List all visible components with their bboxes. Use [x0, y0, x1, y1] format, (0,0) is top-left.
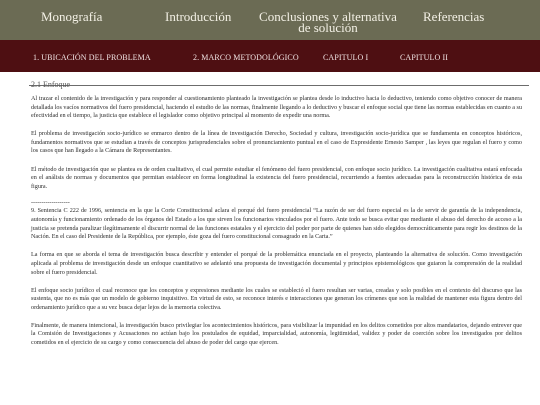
paragraph-metodo-cualitativo-text: El método de investigación que se plantea es de orden cualitativo, el cual permite estudiar el fenómeno del fuero presidencial, con enfoque socio jurídico. La investigación cualitativa estará enfocada en el análisis de normas y documentos que permitan establecer en forma longitudinal la existencia del fuero presidencial, recurriendo a fuentes adecuadas para la reconstrucción histórica de esta figura.: [31, 166, 522, 190]
nav-link-introduccion[interactable]: Introducción: [165, 9, 232, 24]
subnav-link-ubicacion-problema[interactable]: 1. UBICACIÓN DEL PROBLEMA: [33, 53, 151, 62]
paragraph-enfoque-socio-juridico: El enfoque socio jurídico el cual reconoce que los conceptos y expresiones mediante los cuales se estableció el fuero resultan ser varias, creadas y solo posibles en el contexto del discurso que las sustenta, que no es más que un modelo de gobierno inquisitivo. En virtud de esto, se reconoce interés e interacciones que generan los crímenes que son la realidad de mantener esta figura dentro del ordenamiento jurídico que a su vez busca dejar lejos de la memoria colectiva.: [31, 287, 522, 311]
subnav-link-capitulo-i[interactable]: CAPITULO I: [323, 53, 369, 62]
article-content: [31, 95, 522, 357]
top-navigation-bar: [0, 0, 540, 40]
footnote-separator: -------------------: [31, 199, 70, 206]
nav-link-referencias[interactable]: Referencias: [423, 9, 485, 24]
paragraph-problema-socio-juridico: El problema de investigación socio-jurídico se enmarco dentro de la línea de investigación Derecho, Sociedad y cultura, investigación socio-jurídica que se fundamenta en conceptos históricos, fundamentos normativos que se estudian a través de conceptos jurisprudenciales sobre el pronunciamiento puntual en el caso de Expresidente Ernesto Samper , las leyes que regulan el fuero y como los casos que han llegado a la Cámara de Representantes.: [31, 131, 522, 155]
paragraph-metodo-cualitativo: [31, 166, 522, 192]
chapter-navigation-bar: [0, 40, 540, 72]
nav-link-conclusiones[interactable]: Conclusiones y alternativa de solución: [259, 9, 397, 35]
subnav-link-capitulo-ii[interactable]: CAPITULO II: [400, 53, 448, 62]
footnote-sentencia-text: 9. Sentencia C 222 de 1996, sentencia en la que la Corte Constitucional aclara el porqué del fuero presidencial “La razón de ser del fuero especial es la de servir de garantía de la independencia, autonomía y funcionamiento ordenado de los órganos del Estado a los que sirven los funcionarios vinculados por el fuero. Ante todo se busca evitar que mediante el abuso del derecho de acceso a la justicia se pretenda paralizar ilegítimamente el discurrir normal de las funciones estatales y el ejercicio del poder por parte de quienes han sido elegidos democráticamente para regir los destinos de la Nación. En el caso del Presidente de la República, por ejemplo, éste goza del fuero constitucional consagrado en la Carta.”: [31, 208, 522, 241]
nav-link-monografia[interactable]: Monografía: [41, 9, 103, 24]
paragraph-forma-abordaje: La forma en que se aborda el tema de investigación busca describir y entender el porqué de la problemática enunciada en el proyecto, planteando la alternativa de solución. Como investigación aplicada al problema de investigación desde un enfoque cuantitativo se adelantó una propuesta de investigación documental y principios epistemológicos que guiaron la comprensión de la realidad sobre el fuero presidencial.: [31, 252, 522, 276]
section-heading: [29, 80, 529, 92]
paragraph-finalmente: Finalmente, de manera intencional, la investigación busco privilegiar los acontecimientos históricos, para visibilizar la impunidad en los delitos cometidos por altos mandatarios, dejando entrever que la Comisión de Investigaciones y Acusaciones no actúan bajo los postulados de equidad, imparcialidad, autonomía, legitimidad, validez y poder de coerción sobre los investigados por delitos cometidos en el ejercicio de su cargo y como consecuencia del abuso de poder del cargo que ejercen.: [31, 322, 522, 347]
footnote-sentencia: [31, 199, 522, 242]
section-heading-text: 2.1 Enfoque: [31, 80, 71, 89]
paragraph-enfoque-inductivo: Al trazar el contenido de la investigación y para responder al cuestionamiento planteado la investigación se plantea desde lo inductivo hacia lo deductivo, teniendo como objetivo conocer de manera detallada los vacíos normativos del fuero presidencial, haciendo el estudio de las normas, finalmente llegando a lo deductivo y buscar el enfoque social que tiene las normas establecidas en cuanto a su efectividad en el tiempo, la justicia que establece el legislador como objetivo principal al momento de expedir una norma.: [31, 96, 522, 120]
subnav-link-marco-metodologico[interactable]: 2. MARCO METODOLÓGICO: [193, 53, 299, 62]
